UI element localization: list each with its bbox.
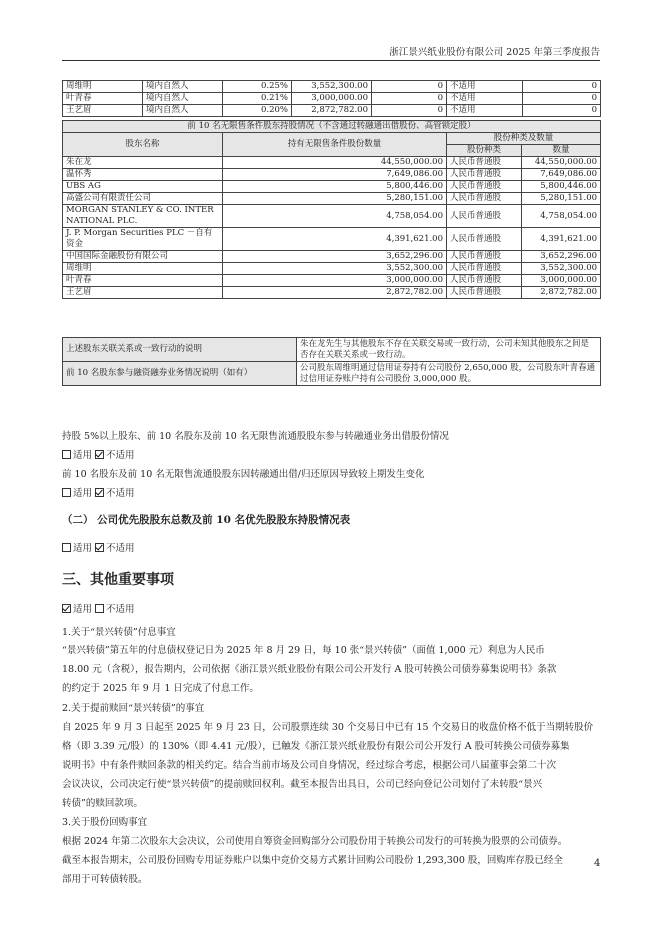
checked-box-icon [62, 604, 71, 613]
body-line: “景兴转债”第五年的付息债权登记日为 2025 年 8 月 29 日，每 10 张“景兴转债”（面值 1,000 元）利息为人民币 [62, 645, 545, 656]
table-cell: 5,800,446.00 [223, 181, 447, 193]
table-cell: J. P. Morgan Securities PLC －自有资金 [63, 228, 223, 251]
body-line: 1.关于“景兴转债”付息事宜 [62, 627, 176, 638]
table-cell: 人民币普通股 [447, 169, 522, 181]
table-row [63, 275, 601, 287]
table-cell: 5,280,151.00 [223, 193, 447, 205]
checked-box-icon [95, 488, 104, 497]
table-cell: 4,758,054.00 [522, 205, 601, 228]
body-line: 3.关于股份回购事宜 [62, 817, 148, 828]
relations-label: 上述股东关联关系或一致行动的说明 [63, 338, 297, 362]
body-line: 根据 2024 年第二次股东大会决议，公司使用自筹资金回购部分公司股份用于转换公司发行的可转换为股票的公司债券。 [62, 836, 568, 847]
body-line: 截至本报告期末，公司股份回购专用证券账户以集中竞价交易方式累计回购公司股份 1,293,300 股，回购库存股已经全 [62, 855, 563, 866]
table-row [63, 169, 601, 181]
checked-box-icon [95, 450, 104, 459]
table-cell: 0.21% [223, 93, 292, 105]
table-cell: 境内自然人 [143, 81, 223, 93]
table-cell: 3,000,000.00 [292, 93, 372, 105]
notes-table [62, 337, 601, 386]
table-row [63, 205, 601, 228]
table-cell: 人民币普通股 [447, 205, 522, 228]
applicable-label: 适用 [73, 543, 93, 554]
col-header-kind: 股份种类 [447, 145, 522, 157]
table-row [63, 193, 601, 205]
table-row [63, 228, 601, 251]
table-cell: 人民币普通股 [447, 157, 522, 169]
table-cell: 3,552,300.00 [522, 263, 601, 275]
not-applicable-label: 不适用 [106, 450, 135, 461]
page-number: 4 [594, 858, 601, 869]
not-applicable-label: 不适用 [106, 543, 135, 554]
table-cell: 2,872,782.00 [522, 287, 601, 299]
table-cell: 高盛公司有限责任公司 [63, 193, 223, 205]
table-cell: 3,652,296.00 [223, 251, 447, 263]
table-cell: 7,649,086.00 [223, 169, 447, 181]
body-line: 部用于可转债转股。 [62, 874, 148, 885]
table-cell: 人民币普通股 [447, 193, 522, 205]
change-paragraph: 前 10 名股东及前 10 名无限售流通股股东因转融通出借/归还原因导致较上期发生变化 [62, 469, 425, 480]
checked-box-icon [95, 543, 104, 552]
table-cell: 叶青春 [63, 93, 143, 105]
body-line: 转债”的赎回款项。 [62, 798, 143, 809]
table-row [63, 287, 601, 299]
checkbox-row-3 [62, 540, 135, 554]
checkbox-row-4 [62, 601, 135, 615]
table-cell: 3,552,300.00 [292, 81, 372, 93]
table-cell: 周维明 [63, 81, 143, 93]
body-line: 18.00 元（含税），报告期内，公司依据《浙江景兴纸业股份有限公司公开发行 A 股可转换公司债券募集说明书》条款 [62, 664, 557, 675]
body-line: 的约定于 2025 年 9 月 1 日完成了付息工作。 [62, 683, 259, 694]
applicable-label: 适用 [73, 450, 93, 461]
body-line: 说明书》中有条件赎回条款的相关约定。结合当前市场及公司自身情况，经过综合考虑，根据公司八届董事会第二十次 [62, 760, 557, 771]
col-header-name: 股东名称 [63, 133, 223, 157]
section-3-title: 三、其他重要事项 [62, 572, 174, 588]
table-cell: 人民币普通股 [447, 263, 522, 275]
table-cell: 周维明 [63, 263, 223, 275]
table-cell: 不适用 [447, 105, 523, 117]
table-row [63, 251, 601, 263]
table-cell: 不适用 [447, 93, 523, 105]
table-cell: 44,550,000.00 [223, 157, 447, 169]
table-cell: 4,758,054.00 [223, 205, 447, 228]
table-cell: 7,649,086.00 [522, 169, 601, 181]
table-cell: 2,872,782.00 [292, 105, 372, 117]
table-cell: 4,391,621.00 [522, 228, 601, 251]
table-cell: 0 [523, 105, 601, 117]
body-line: 会议决议，公司决定行使“景兴转债”的提前赎回权利。截至本报告出具日，公司已经向登记公司划付了未转股“景兴 [62, 779, 543, 790]
page-header: 浙江景兴纸业股份有限公司 2025 年第三季度报告 [389, 47, 600, 58]
unchecked-box-icon [62, 488, 71, 497]
col-header-shares: 持有无限售条件股份数量 [223, 133, 447, 157]
lending-paragraph: 持股 5%以上股东、前 10 名股东及前 10 名无限售流通股股东参与转融通业务出借股份情况 [62, 431, 449, 442]
table-cell: 0 [372, 81, 447, 93]
table-cell: 朱在龙 [63, 157, 223, 169]
table-row [63, 105, 601, 117]
not-applicable-label: 不适用 [106, 604, 135, 615]
table-row [63, 81, 601, 93]
table-cell: 境内自然人 [143, 105, 223, 117]
table-cell: 王艺眉 [63, 287, 223, 299]
table-row [63, 93, 601, 105]
table-cell: 0.25% [223, 81, 292, 93]
body-line: 格（即 3.39 元/股）的 130%（即 4.41 元/股），已触发《浙江景兴纸业股份有限公司公开发行 A 股可转换公司债券募集 [62, 741, 570, 752]
table-cell: 0.20% [223, 105, 292, 117]
unchecked-box-icon [62, 543, 71, 552]
table-cell: 0 [372, 93, 447, 105]
margin-text: 公司股东周维明通过信用证券持有公司股份 2,650,000 股，公司股东叶青春通过信用证券账户持有公司股份 3,000,000 股。 [297, 362, 601, 386]
table-cell: 人民币普通股 [447, 287, 522, 299]
table-cell: 44,550,000.00 [522, 157, 601, 169]
table-cell: 境内自然人 [143, 93, 223, 105]
relations-text: 朱在龙先生与其他股东不存在关联交易或一致行动，公司未知其他股东之间是否存在关联关系或一致行动。 [297, 338, 601, 362]
table-cell: UBS AG [63, 181, 223, 193]
applicable-label: 适用 [73, 488, 93, 499]
table-cell: MORGAN STANLEY & CO. INTERNATIONAL PLC. [63, 205, 223, 228]
table-cell: 人民币普通股 [447, 251, 522, 263]
table-cell: 3,000,000.00 [522, 275, 601, 287]
not-applicable-label: 不适用 [106, 488, 135, 499]
top-holders-table-continued [62, 80, 601, 117]
unchecked-box-icon [62, 450, 71, 459]
margin-label: 前 10 名股东参与融资融券业务情况说明（如有） [63, 362, 297, 386]
table-cell: 中国国际金融股份有限公司 [63, 251, 223, 263]
table-cell: 3,652,296.00 [522, 251, 601, 263]
table-cell: 0 [523, 81, 601, 93]
table-cell: 温怀秀 [63, 169, 223, 181]
section-2-title: （二） 公司优先股股东总数及前 10 名优先股股东持股情况表 [62, 514, 351, 526]
body-line: 2.关于提前赎回“景兴转债”的事宜 [62, 703, 205, 714]
table-cell: 叶青春 [63, 275, 223, 287]
checkbox-row-2 [62, 485, 135, 499]
table-cell: 5,280,151.00 [522, 193, 601, 205]
table-cell: 5,800,446.00 [522, 181, 601, 193]
table-cell: 4,391,621.00 [223, 228, 447, 251]
checkbox-row-1 [62, 447, 135, 461]
table-cell: 3,000,000.00 [223, 275, 447, 287]
col-header-kind-group: 股份种类及数量 [447, 133, 601, 145]
table-cell: 王艺眉 [63, 105, 143, 117]
table-row [63, 157, 601, 169]
table-cell: 不适用 [447, 81, 523, 93]
table-cell: 0 [523, 93, 601, 105]
table-cell: 0 [372, 105, 447, 117]
unrestricted-holders-table [62, 120, 601, 299]
header-rule [62, 60, 600, 61]
table-row [63, 263, 601, 275]
unchecked-box-icon [95, 604, 104, 613]
table-cell: 3,552,300.00 [223, 263, 447, 275]
table-cell: 人民币普通股 [447, 228, 522, 251]
table-cell: 2,872,782.00 [223, 287, 447, 299]
table-cell: 人民币普通股 [447, 275, 522, 287]
table-title: 前 10 名无限售条件股东持股情况（不含通过转融通出借股份、高管锁定股） [63, 121, 601, 133]
col-header-qty: 数量 [522, 145, 601, 157]
table-row [63, 181, 601, 193]
applicable-label: 适用 [73, 604, 93, 615]
body-line: 自 2025 年 9 月 3 日起至 2025 年 9 月 23 日，公司股票连续 30 个交易日中已有 15 个交易日的收盘价格不低于当期转股价 [62, 722, 594, 733]
table-cell: 人民币普通股 [447, 181, 522, 193]
